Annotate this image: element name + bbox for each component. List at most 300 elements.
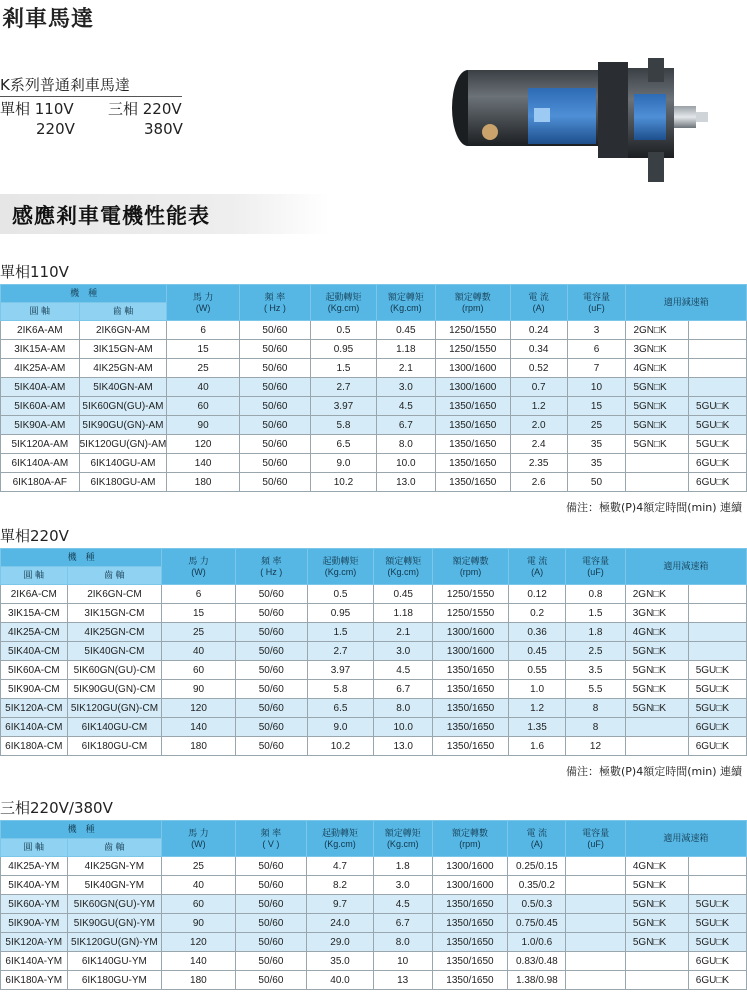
cell-gearbox-gn: 2GN□K — [626, 321, 689, 340]
cell-gear-shaft-model: 3IK15GN-CM — [67, 604, 162, 623]
cell-start-torque: 5.8 — [310, 416, 376, 435]
cell-rated-speed: 1250/1550 — [435, 321, 510, 340]
cell-capacitor: 2.5 — [566, 642, 626, 661]
cell-round-shaft-model: 5IK120A-YM — [1, 933, 68, 952]
cell-frequency: 50/60 — [235, 952, 307, 971]
cell-gearbox-gu — [688, 857, 746, 876]
cell-power: 40 — [162, 876, 235, 895]
table-row — [1, 737, 747, 756]
cell-gear-shaft-model: 5IK120GU(GN)-AM — [79, 435, 167, 454]
cell-round-shaft-model: 5IK90A-CM — [1, 680, 68, 699]
table-row — [1, 473, 747, 492]
table-row — [1, 895, 747, 914]
cell-frequency: 50/60 — [235, 623, 307, 642]
cell-gearbox-gu — [688, 623, 746, 642]
cell-round-shaft-model: 6IK180A-CM — [1, 737, 68, 756]
table-row — [1, 876, 747, 895]
cell-current: 2.6 — [510, 473, 567, 492]
cell-gear-shaft-model: 5IK40GN-AM — [79, 378, 167, 397]
cell-round-shaft-model: 5IK60A-YM — [1, 895, 68, 914]
cell-power: 25 — [162, 857, 235, 876]
cell-capacitor: 5.5 — [566, 680, 626, 699]
cell-rated-torque: 13 — [373, 971, 432, 990]
cell-start-torque: 40.0 — [307, 971, 374, 990]
header-capacitor: 電容量 (uF) — [566, 821, 625, 857]
cell-rated-torque: 8.0 — [377, 435, 436, 454]
cell-gear-shaft-model: 4IK25GN-YM — [67, 857, 162, 876]
cell-frequency: 50/60 — [235, 699, 307, 718]
cell-gear-shaft-model: 6IK180GU-CM — [67, 737, 162, 756]
cell-rated-speed: 1350/1650 — [433, 699, 509, 718]
cell-gearbox-gn: 5GN□K — [626, 397, 689, 416]
header-freq: 頻 率 ( Hz ) — [235, 549, 307, 585]
cell-gear-shaft-model: 4IK25GN-AM — [79, 359, 167, 378]
cell-rated-speed: 1350/1650 — [435, 473, 510, 492]
table-row — [1, 604, 747, 623]
cell-round-shaft-model: 3IK15A-CM — [1, 604, 68, 623]
cell-gearbox-gu — [689, 340, 747, 359]
cell-gearbox-gn: 5GN□K — [626, 378, 689, 397]
cell-power: 180 — [162, 737, 236, 756]
spec-table-220v — [0, 548, 747, 756]
header-start-torque: 起動轉矩 (Kg.cm) — [307, 549, 374, 585]
cell-frequency: 50/60 — [239, 435, 310, 454]
cell-gearbox-gu — [688, 604, 746, 623]
cell-frequency: 50/60 — [239, 454, 310, 473]
cell-start-torque: 4.7 — [307, 857, 374, 876]
table-row — [1, 680, 747, 699]
cell-start-torque: 9.0 — [307, 718, 374, 737]
cell-frequency: 50/60 — [235, 642, 307, 661]
cell-power: 90 — [162, 680, 236, 699]
header-power: 馬 力 (W) — [162, 549, 236, 585]
cell-gearbox-gn: 4GN□K — [626, 359, 689, 378]
cell-start-torque: 9.7 — [307, 895, 374, 914]
cell-rated-torque: 3.0 — [374, 642, 433, 661]
header-start-torque: 起動轉矩 (Kg.cm) — [307, 821, 374, 857]
cell-gear-shaft-model: 6IK140GU-CM — [67, 718, 162, 737]
cell-gearbox-gu: 5GU□K — [688, 914, 746, 933]
header-model: 機 種 — [1, 285, 167, 303]
cell-start-torque: 8.2 — [307, 876, 374, 895]
cell-capacitor: 50 — [567, 473, 626, 492]
cell-rated-torque: 3.0 — [377, 378, 436, 397]
cell-power: 120 — [167, 435, 240, 454]
cell-round-shaft-model: 6IK140A-CM — [1, 718, 68, 737]
cell-round-shaft-model: 5IK120A-AM — [1, 435, 80, 454]
cell-current: 1.38/0.98 — [508, 971, 566, 990]
cell-gearbox-gn — [626, 473, 689, 492]
cell-rated-torque: 2.1 — [377, 359, 436, 378]
cell-rated-torque: 6.7 — [373, 914, 432, 933]
cell-rated-speed: 1350/1650 — [432, 952, 508, 971]
cell-gearbox-gn: 5GN□K — [626, 416, 689, 435]
section-label-3phase: 三相220V/380V — [0, 799, 113, 817]
cell-gearbox-gn — [625, 737, 688, 756]
header-gearbox: 適用減速箱 — [626, 285, 747, 321]
cell-round-shaft-model: 5IK90A-AM — [1, 416, 80, 435]
header-gear-shaft: 齒 軸 — [67, 839, 162, 857]
cell-gear-shaft-model: 5IK120GU(GN)-YM — [67, 933, 162, 952]
section-label-110v: 單相110V — [0, 263, 69, 281]
table-row — [1, 699, 747, 718]
cell-gear-shaft-model: 5IK60GN(GU)-AM — [79, 397, 167, 416]
table-row — [1, 914, 747, 933]
cell-start-torque: 10.2 — [307, 737, 374, 756]
cell-gearbox-gu — [688, 642, 746, 661]
cell-frequency: 50/60 — [235, 661, 307, 680]
cell-capacitor: 1.8 — [566, 623, 626, 642]
header-capacitor: 電容量 (uF) — [566, 549, 626, 585]
cell-current: 0.24 — [510, 321, 567, 340]
header-rated-speed: 額定轉數 (rpm) — [432, 821, 508, 857]
cell-gearbox-gn: 5GN□K — [625, 933, 688, 952]
table-row — [1, 378, 747, 397]
cell-frequency: 50/60 — [235, 876, 307, 895]
cell-power: 60 — [162, 661, 236, 680]
header-gear-shaft: 齒 軸 — [79, 303, 167, 321]
cell-frequency: 50/60 — [235, 585, 307, 604]
cell-gearbox-gn — [626, 454, 689, 473]
cell-rated-torque: 2.1 — [374, 623, 433, 642]
cell-frequency: 50/60 — [235, 604, 307, 623]
cell-capacitor: 7 — [567, 359, 626, 378]
header-freq: 頻 率 ( Hz ) — [239, 285, 310, 321]
header-model: 機 種 — [1, 821, 162, 839]
cell-gearbox-gu: 6GU□K — [688, 971, 746, 990]
cell-current: 1.0/0.6 — [508, 933, 566, 952]
cell-rated-torque: 10.0 — [377, 454, 436, 473]
cell-rated-torque: 4.5 — [374, 661, 433, 680]
cell-gear-shaft-model: 2IK6GN-AM — [79, 321, 167, 340]
cell-power: 140 — [167, 454, 240, 473]
cell-current: 0.2 — [508, 604, 565, 623]
cell-round-shaft-model: 3IK15A-AM — [1, 340, 80, 359]
cell-gear-shaft-model: 5IK40GN-YM — [67, 876, 162, 895]
cell-gear-shaft-model: 6IK140GU-AM — [79, 454, 167, 473]
cell-current: 2.35 — [510, 454, 567, 473]
cell-current: 0.55 — [508, 661, 565, 680]
cell-start-torque: 5.8 — [307, 680, 374, 699]
cell-rated-speed: 1350/1650 — [432, 914, 508, 933]
cell-rated-torque: 13.0 — [377, 473, 436, 492]
note-110v: 備注：極數(P)4額定時間(min) 連續 — [566, 501, 743, 514]
header-current: 電 流 (A) — [508, 549, 565, 585]
header-round-shaft: 圓 軸 — [1, 567, 68, 585]
cell-start-torque: 35.0 — [307, 952, 374, 971]
cell-gearbox-gu: 6GU□K — [688, 952, 746, 971]
banner-title: 感應剎車電機性能表 — [12, 204, 210, 228]
cell-power: 60 — [167, 397, 240, 416]
cell-round-shaft-model: 6IK140A-AM — [1, 454, 80, 473]
cell-current: 0.25/0.15 — [508, 857, 566, 876]
cell-round-shaft-model: 5IK40A-CM — [1, 642, 68, 661]
cell-gear-shaft-model: 5IK60GN(GU)-YM — [67, 895, 162, 914]
header-capacitor: 電容量 (uF) — [567, 285, 626, 321]
header-rated-torque: 額定轉矩 (Kg.cm) — [377, 285, 436, 321]
cell-rated-speed: 1250/1550 — [435, 340, 510, 359]
cell-rated-speed: 1300/1600 — [432, 876, 508, 895]
cell-rated-torque: 10 — [373, 952, 432, 971]
cell-rated-speed: 1350/1650 — [432, 971, 508, 990]
cell-gearbox-gn: 5GN□K — [625, 876, 688, 895]
header-voltage-freq: 頻 率 ( V ) — [235, 821, 307, 857]
cell-power: 140 — [162, 718, 236, 737]
cell-current: 0.7 — [510, 378, 567, 397]
cell-capacitor — [566, 895, 625, 914]
cell-start-torque: 2.7 — [310, 378, 376, 397]
cell-rated-speed: 1250/1550 — [433, 604, 509, 623]
cell-current: 0.75/0.45 — [508, 914, 566, 933]
cell-current: 0.35/0.2 — [508, 876, 566, 895]
cell-gear-shaft-model: 5IK90GU(GN)-AM — [79, 416, 167, 435]
cell-rated-torque: 4.5 — [373, 895, 432, 914]
cell-capacitor: 25 — [567, 416, 626, 435]
cell-rated-torque: 6.7 — [377, 416, 436, 435]
cell-rated-torque: 10.0 — [374, 718, 433, 737]
cell-rated-speed: 1350/1650 — [433, 737, 509, 756]
cell-current: 0.83/0.48 — [508, 952, 566, 971]
table-row — [1, 416, 747, 435]
cell-gearbox-gn — [625, 952, 688, 971]
cell-rated-speed: 1350/1650 — [435, 454, 510, 473]
cell-start-torque: 0.95 — [310, 340, 376, 359]
voltage-three-220: 三相 220V — [108, 100, 182, 118]
header-rated-torque: 額定轉矩 (Kg.cm) — [374, 549, 433, 585]
cell-frequency: 50/60 — [235, 914, 307, 933]
spec-table-110v — [0, 284, 747, 492]
cell-frequency: 50/60 — [239, 340, 310, 359]
cell-frequency: 50/60 — [239, 473, 310, 492]
cell-round-shaft-model: 4IK25A-AM — [1, 359, 80, 378]
cell-gearbox-gu — [688, 876, 746, 895]
cell-round-shaft-model: 5IK40A-YM — [1, 876, 68, 895]
cell-frequency: 50/60 — [239, 359, 310, 378]
table-row — [1, 454, 747, 473]
cell-current: 0.52 — [510, 359, 567, 378]
cell-current: 0.12 — [508, 585, 565, 604]
spec-table-3phase — [0, 820, 747, 990]
cell-rated-speed: 1350/1650 — [435, 435, 510, 454]
header-gear-shaft: 齒 軸 — [67, 567, 162, 585]
table-row — [1, 397, 747, 416]
cell-round-shaft-model: 5IK40A-AM — [1, 378, 80, 397]
table-row — [1, 435, 747, 454]
cell-rated-torque: 6.7 — [374, 680, 433, 699]
cell-current: 2.4 — [510, 435, 567, 454]
cell-gearbox-gn: 5GN□K — [625, 642, 688, 661]
cell-start-torque: 1.5 — [307, 623, 374, 642]
cell-gearbox-gn: 5GN□K — [625, 680, 688, 699]
header-gearbox: 適用減速箱 — [625, 821, 746, 857]
cell-power: 15 — [167, 340, 240, 359]
cell-gearbox-gn — [625, 718, 688, 737]
cell-frequency: 50/60 — [235, 680, 307, 699]
cell-start-torque: 0.95 — [307, 604, 374, 623]
cell-power: 90 — [162, 914, 235, 933]
cell-frequency: 50/60 — [235, 933, 307, 952]
cell-capacitor: 35 — [567, 435, 626, 454]
cell-gearbox-gn: 4GN□K — [625, 623, 688, 642]
cell-rated-torque: 1.18 — [377, 340, 436, 359]
cell-capacitor: 3.5 — [566, 661, 626, 680]
cell-gear-shaft-model: 5IK90GU(GN)-CM — [67, 680, 162, 699]
table-row — [1, 661, 747, 680]
cell-rated-torque: 0.45 — [374, 585, 433, 604]
cell-gearbox-gu: 5GU□K — [689, 416, 747, 435]
cell-rated-speed: 1350/1650 — [433, 661, 509, 680]
cell-power: 120 — [162, 933, 235, 952]
cell-start-torque: 2.7 — [307, 642, 374, 661]
cell-power: 15 — [162, 604, 236, 623]
cell-rated-speed: 1250/1550 — [433, 585, 509, 604]
cell-start-torque: 6.5 — [307, 699, 374, 718]
cell-capacitor — [566, 914, 625, 933]
table-row — [1, 971, 747, 990]
cell-capacitor: 15 — [567, 397, 626, 416]
cell-gearbox-gu: 5GU□K — [688, 933, 746, 952]
header-rated-speed: 額定轉數 (rpm) — [435, 285, 510, 321]
cell-gearbox-gu: 6GU□K — [689, 454, 747, 473]
cell-rated-speed: 1300/1600 — [433, 642, 509, 661]
cell-capacitor: 0.8 — [566, 585, 626, 604]
cell-start-torque: 6.5 — [310, 435, 376, 454]
cell-round-shaft-model: 5IK90A-YM — [1, 914, 68, 933]
cell-round-shaft-model: 5IK120A-CM — [1, 699, 68, 718]
cell-start-torque: 1.5 — [310, 359, 376, 378]
cell-power: 90 — [167, 416, 240, 435]
series-label: K系列普通剎車馬達 — [0, 76, 130, 94]
cell-capacitor: 6 — [567, 340, 626, 359]
cell-capacitor: 10 — [567, 378, 626, 397]
cell-gearbox-gu: 5GU□K — [689, 435, 747, 454]
cell-gear-shaft-model: 5IK120GU(GN)-CM — [67, 699, 162, 718]
cell-gear-shaft-model: 6IK140GU-YM — [67, 952, 162, 971]
cell-rated-speed: 1300/1600 — [435, 378, 510, 397]
cell-frequency: 50/60 — [239, 378, 310, 397]
cell-gearbox-gn: 3GN□K — [626, 340, 689, 359]
cell-current: 1.6 — [508, 737, 565, 756]
cell-gearbox-gn — [625, 971, 688, 990]
cell-gearbox-gu — [689, 359, 747, 378]
table-row — [1, 359, 747, 378]
cell-rated-speed: 1350/1650 — [432, 895, 508, 914]
cell-frequency: 50/60 — [235, 857, 307, 876]
cell-gearbox-gu: 6GU□K — [689, 473, 747, 492]
cell-gearbox-gn: 2GN□K — [625, 585, 688, 604]
performance-banner — [0, 194, 330, 234]
header-model: 機 種 — [1, 549, 162, 567]
cell-rated-speed: 1350/1650 — [432, 933, 508, 952]
cell-start-torque: 9.0 — [310, 454, 376, 473]
voltage-single-220: 220V — [36, 120, 75, 138]
cell-current: 1.35 — [508, 718, 565, 737]
table-row — [1, 321, 747, 340]
cell-gear-shaft-model: 6IK180GU-YM — [67, 971, 162, 990]
cell-power: 25 — [167, 359, 240, 378]
cell-gear-shaft-model: 3IK15GN-AM — [79, 340, 167, 359]
cell-rated-torque: 0.45 — [377, 321, 436, 340]
cell-rated-speed: 1300/1600 — [432, 857, 508, 876]
cell-start-torque: 0.5 — [307, 585, 374, 604]
cell-current: 1.2 — [510, 397, 567, 416]
page-title: 剎車馬達 — [2, 7, 95, 32]
table-row — [1, 857, 747, 876]
cell-round-shaft-model: 5IK60A-CM — [1, 661, 68, 680]
cell-rated-torque: 8.0 — [373, 933, 432, 952]
cell-frequency: 50/60 — [235, 971, 307, 990]
cell-power: 6 — [162, 585, 236, 604]
cell-start-torque: 0.5 — [310, 321, 376, 340]
cell-frequency: 50/60 — [239, 416, 310, 435]
cell-power: 140 — [162, 952, 235, 971]
header-rated-speed: 額定轉數 (rpm) — [433, 549, 509, 585]
cell-gearbox-gn: 5GN□K — [625, 661, 688, 680]
cell-power: 180 — [162, 971, 235, 990]
table-body — [1, 857, 747, 990]
table-body — [1, 321, 747, 492]
cell-current: 2.0 — [510, 416, 567, 435]
cell-rated-speed: 1300/1600 — [435, 359, 510, 378]
table-row — [1, 952, 747, 971]
cell-gearbox-gn: 5GN□K — [626, 435, 689, 454]
cell-gearbox-gn: 5GN□K — [625, 895, 688, 914]
cell-round-shaft-model: 6IK140A-YM — [1, 952, 68, 971]
header-rated-torque: 額定轉矩 (Kg.cm) — [373, 821, 432, 857]
cell-rated-speed: 1350/1650 — [435, 397, 510, 416]
cell-round-shaft-model: 4IK25A-YM — [1, 857, 68, 876]
cell-capacitor — [566, 952, 625, 971]
cell-rated-speed: 1350/1650 — [433, 718, 509, 737]
cell-rated-torque: 4.5 — [377, 397, 436, 416]
table-row — [1, 642, 747, 661]
cell-start-torque: 3.97 — [307, 661, 374, 680]
voltage-three-380: 380V — [144, 120, 183, 138]
section-label-220v: 單相220V — [0, 527, 69, 545]
table-row — [1, 933, 747, 952]
header-round-shaft: 圓 軸 — [1, 303, 80, 321]
cell-gear-shaft-model: 2IK6GN-CM — [67, 585, 162, 604]
cell-capacitor: 8 — [566, 699, 626, 718]
cell-capacitor: 35 — [567, 454, 626, 473]
table-body — [1, 585, 747, 756]
cell-power: 180 — [167, 473, 240, 492]
cell-gearbox-gn: 3GN□K — [625, 604, 688, 623]
cell-gear-shaft-model: 5IK60GN(GU)-CM — [67, 661, 162, 680]
cell-rated-torque: 3.0 — [373, 876, 432, 895]
cell-gearbox-gn: 5GN□K — [625, 914, 688, 933]
cell-gearbox-gu: 5GU□K — [688, 699, 746, 718]
cell-gearbox-gu — [689, 378, 747, 397]
cell-rated-torque: 13.0 — [374, 737, 433, 756]
table-row — [1, 340, 747, 359]
cell-rated-torque: 1.18 — [374, 604, 433, 623]
cell-gear-shaft-model: 5IK90GU(GN)-YM — [67, 914, 162, 933]
header-round-shaft: 圓 軸 — [1, 839, 68, 857]
cell-current: 0.36 — [508, 623, 565, 642]
cell-gear-shaft-model: 4IK25GN-CM — [67, 623, 162, 642]
cell-round-shaft-model: 6IK180A-YM — [1, 971, 68, 990]
header-gearbox: 適用減速箱 — [625, 549, 746, 585]
table-row — [1, 623, 747, 642]
cell-capacitor — [566, 857, 625, 876]
cell-frequency: 50/60 — [235, 737, 307, 756]
series-underline — [0, 96, 182, 97]
voltage-single-110: 單相 110V — [0, 100, 74, 118]
cell-round-shaft-model: 2IK6A-CM — [1, 585, 68, 604]
table-row — [1, 718, 747, 737]
cell-frequency: 50/60 — [239, 397, 310, 416]
